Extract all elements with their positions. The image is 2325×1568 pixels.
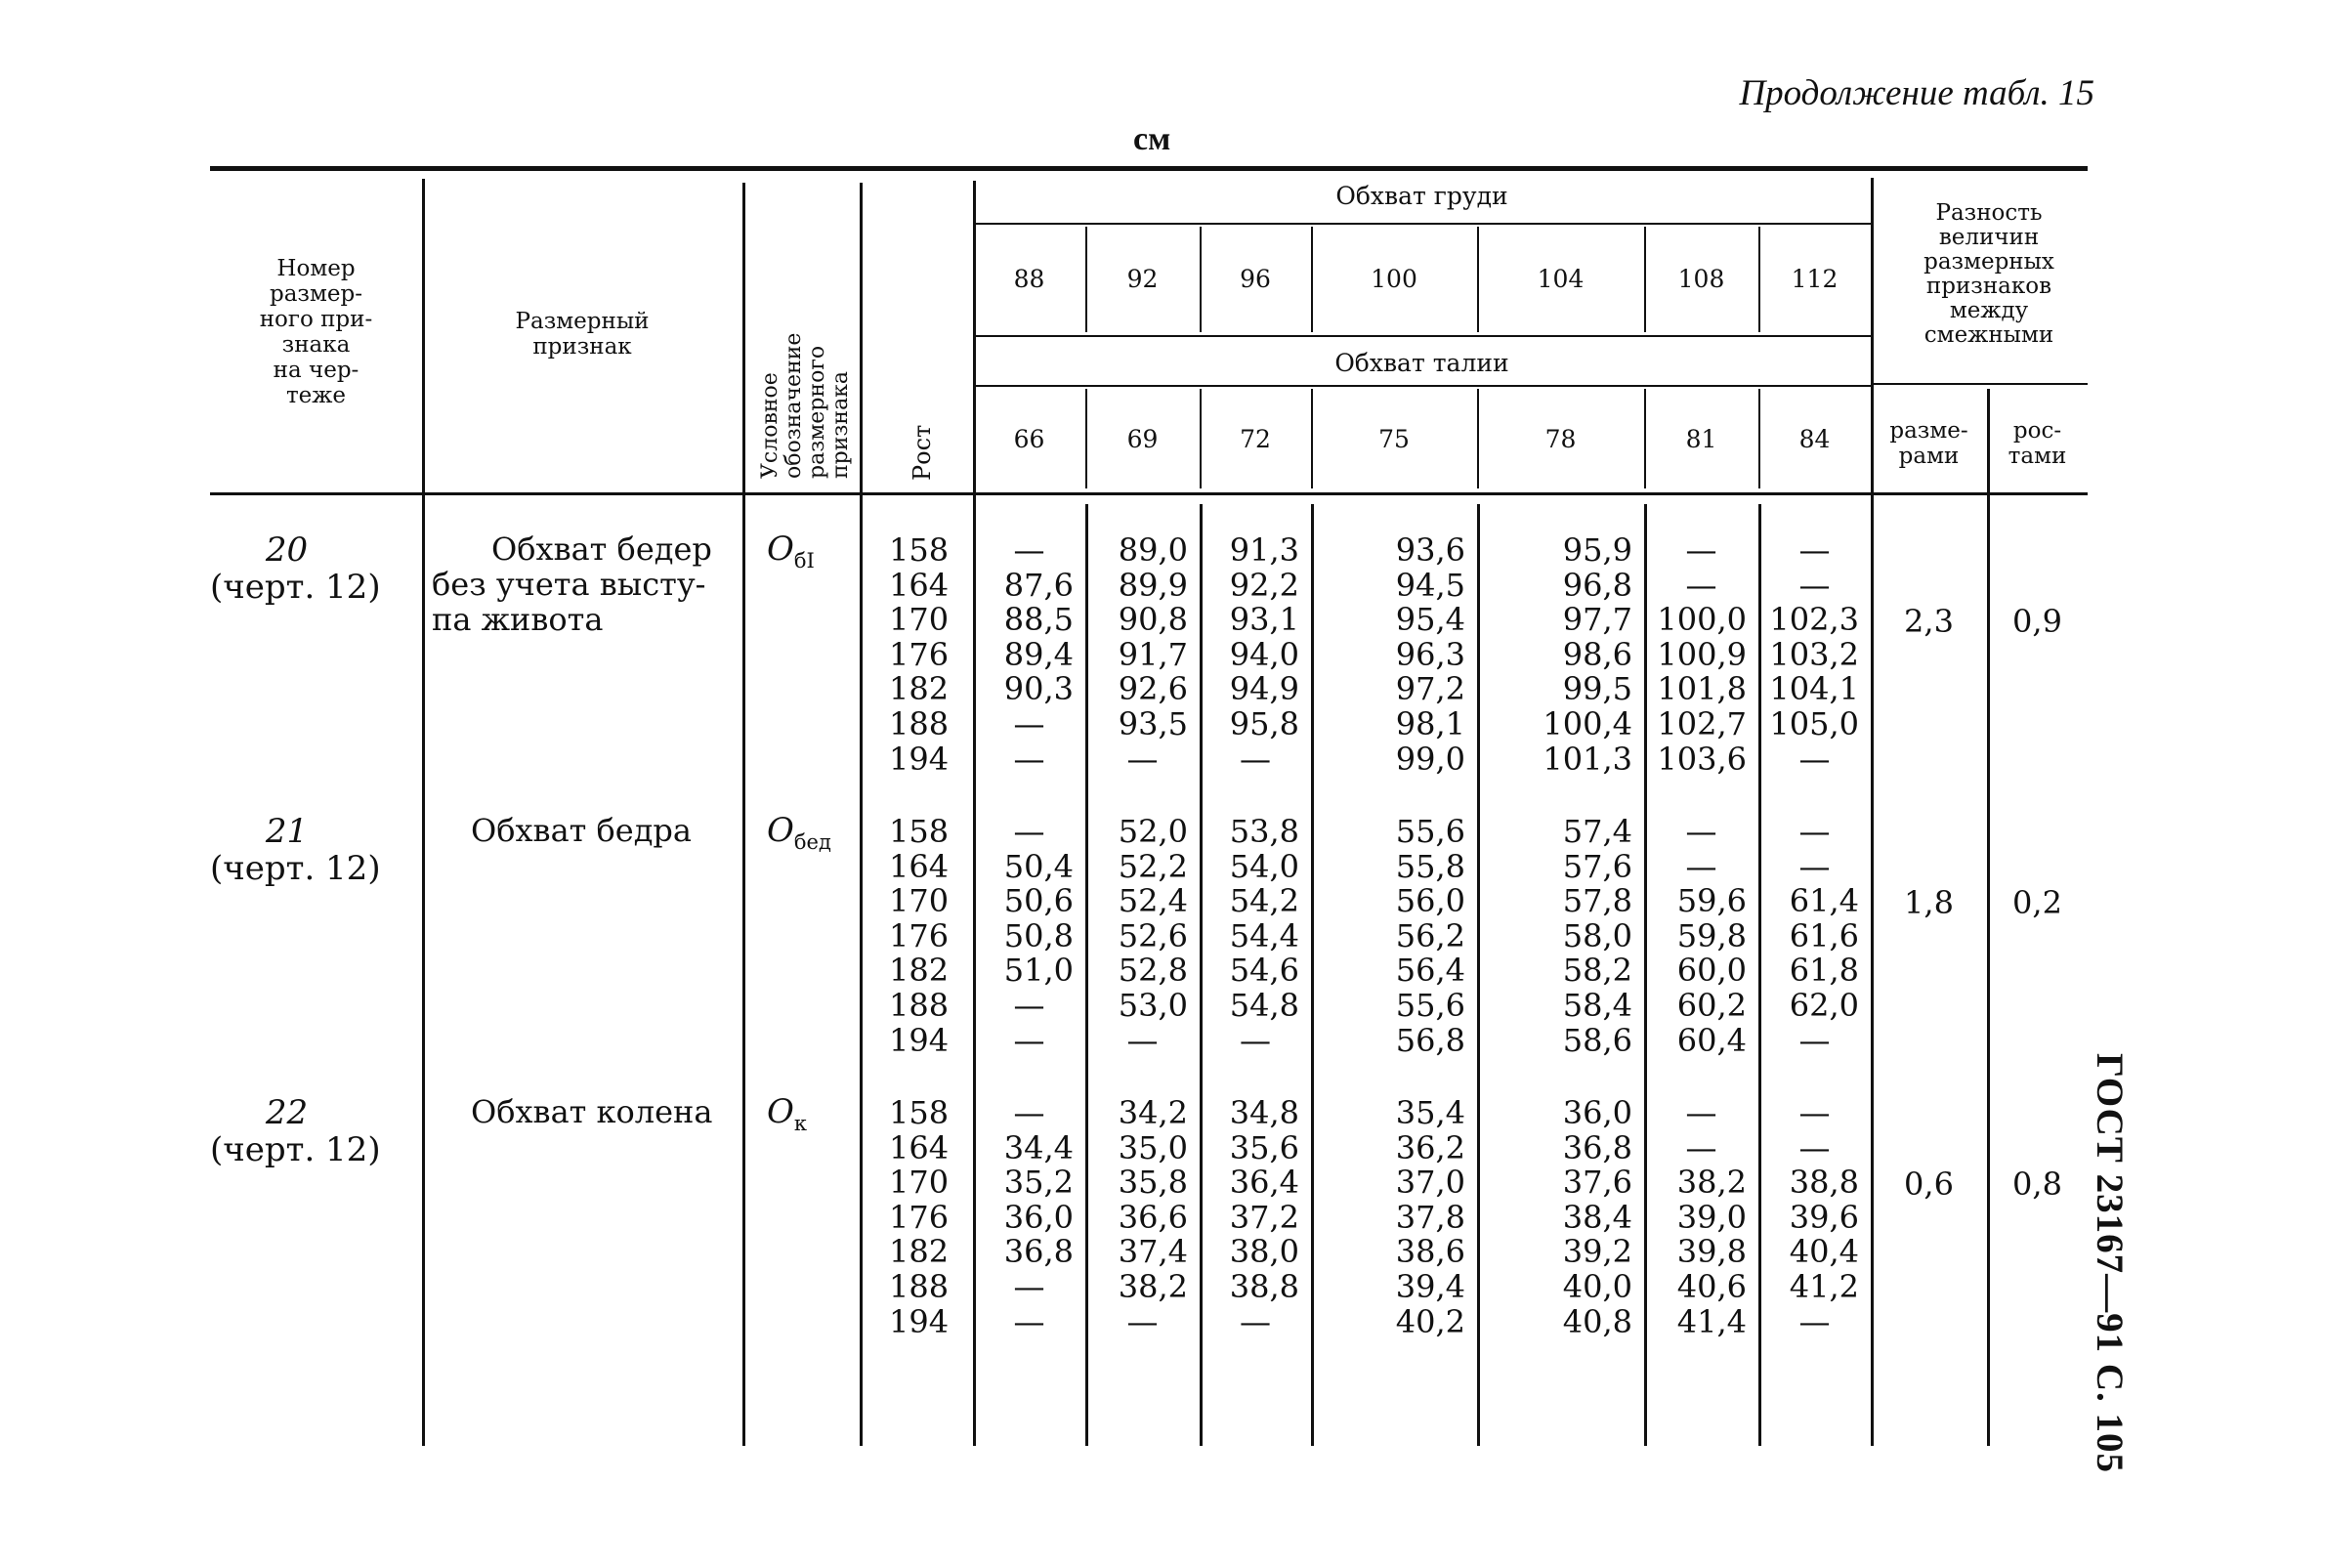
value-column bbox=[1311, 815, 1465, 1058]
header-symbol-line: обозначение bbox=[782, 332, 806, 479]
row-heights bbox=[889, 815, 948, 1058]
table-cell-value: 50,6 bbox=[1003, 882, 1074, 920]
table-cell-value: 100,0 bbox=[1657, 601, 1747, 639]
table-cell-value: 56,8 bbox=[1395, 1021, 1465, 1059]
table-cell-value: 105,0 bbox=[1769, 704, 1859, 742]
table-cell-value: 53,0 bbox=[1118, 986, 1188, 1024]
header-feature: Размерный признак bbox=[515, 309, 650, 360]
table-cell-value: 37,8 bbox=[1395, 1198, 1465, 1236]
table-cell-value: 93,1 bbox=[1229, 601, 1299, 639]
value-column bbox=[1644, 1096, 1747, 1339]
table-cell-value: 60,4 bbox=[1676, 1021, 1747, 1059]
row-diff-sizes: 0,6 bbox=[1904, 1165, 1954, 1204]
table-cell-value: 34,4 bbox=[1003, 1128, 1074, 1166]
value-column bbox=[1477, 533, 1632, 777]
col-feature-line bbox=[742, 183, 745, 1446]
table-cell-value: 89,4 bbox=[1003, 635, 1074, 673]
empty-cell-dash: — bbox=[1013, 813, 1045, 850]
table-cell-value: 41,4 bbox=[1676, 1302, 1747, 1340]
empty-cell-dash: — bbox=[1013, 740, 1045, 778]
table-cell-value: 38,0 bbox=[1229, 1233, 1299, 1271]
value-column bbox=[1477, 1096, 1632, 1339]
table-cell-value: 102,7 bbox=[1657, 704, 1747, 742]
header-symbol-line: размерного bbox=[805, 345, 829, 479]
height-value: 182 bbox=[889, 670, 950, 708]
row-heights bbox=[889, 533, 948, 777]
header-diff-heights: рос- тами bbox=[2008, 418, 2067, 469]
height-value: 194 bbox=[889, 1021, 950, 1059]
table-cell-value: 54,8 bbox=[1229, 986, 1299, 1024]
table-cell-value: 52,2 bbox=[1118, 847, 1188, 885]
row-number bbox=[210, 530, 381, 607]
table-cell-value: 91,7 bbox=[1118, 635, 1188, 673]
height-value: 194 bbox=[889, 1302, 950, 1340]
empty-cell-dash: — bbox=[1013, 531, 1045, 569]
table-cell-value: 94,0 bbox=[1229, 635, 1299, 673]
table-cell-value: 54,4 bbox=[1229, 916, 1299, 954]
table-cell-value: 60,0 bbox=[1676, 952, 1747, 990]
height-value: 158 bbox=[889, 813, 950, 850]
row-feature: Обхват бедер без учета высту- па живота bbox=[432, 530, 712, 638]
table-cell-value: 59,6 bbox=[1676, 882, 1747, 920]
header-symbol-line: Условное bbox=[758, 372, 782, 479]
empty-cell-dash: — bbox=[1798, 1302, 1831, 1340]
row-symbol: $О_к$ bbox=[767, 1092, 807, 1135]
empty-cell-dash: — bbox=[1240, 1302, 1271, 1340]
empty-cell-dash: — bbox=[1685, 566, 1717, 604]
row-number-value: 21 bbox=[265, 812, 309, 851]
value-column bbox=[973, 533, 1074, 777]
value-column bbox=[1085, 815, 1188, 1058]
height-value: 182 bbox=[889, 1233, 950, 1271]
chest-values-rule bbox=[973, 335, 1871, 337]
table-cell-value: 35,0 bbox=[1118, 1128, 1188, 1166]
table-cell-value: 55,8 bbox=[1395, 847, 1465, 885]
table-cell-value: 92,2 bbox=[1229, 566, 1299, 604]
table-cell-value: 103,2 bbox=[1769, 635, 1859, 673]
table-cell-value: 58,0 bbox=[1562, 916, 1632, 954]
waist-group-rule bbox=[973, 385, 1871, 387]
table-cell-value: 54,6 bbox=[1229, 952, 1299, 990]
empty-cell-dash: — bbox=[1798, 740, 1831, 778]
diff-group-rule bbox=[1871, 383, 2088, 385]
table-cell-value: 99,0 bbox=[1395, 740, 1465, 778]
table-cell-value: 58,6 bbox=[1562, 1021, 1632, 1059]
table-cell-value: 93,6 bbox=[1395, 531, 1465, 569]
table-cell-value: 50,4 bbox=[1003, 847, 1074, 885]
table-cell-value: 95,8 bbox=[1229, 704, 1299, 742]
table-cell-value: 100,9 bbox=[1657, 635, 1747, 673]
height-value: 170 bbox=[889, 1164, 950, 1202]
table-cell-value: 36,2 bbox=[1395, 1128, 1465, 1166]
header-diff-group: Разность величин размерных признаков между смежными bbox=[1923, 200, 2054, 348]
row-diff-sizes: 1,8 bbox=[1904, 884, 1954, 922]
empty-cell-dash: — bbox=[1013, 986, 1045, 1024]
header-waist-value: 69 bbox=[1126, 425, 1159, 453]
table-cell-value: 97,7 bbox=[1562, 601, 1632, 639]
value-column bbox=[1644, 533, 1747, 777]
table-cell-value: 96,3 bbox=[1395, 635, 1465, 673]
header-chest-value: 112 bbox=[1791, 265, 1839, 293]
empty-cell-dash: — bbox=[1685, 847, 1717, 885]
row-feature: Обхват бедра bbox=[471, 812, 692, 849]
empty-cell-dash: — bbox=[1126, 740, 1159, 778]
value-column bbox=[1200, 815, 1299, 1058]
table-cell-value: 100,4 bbox=[1543, 704, 1632, 742]
table-cell-value: 90,8 bbox=[1118, 601, 1188, 639]
table-cell-value: 34,8 bbox=[1229, 1094, 1299, 1131]
empty-cell-dash: — bbox=[1013, 1267, 1045, 1305]
table-cell-value: 94,5 bbox=[1395, 566, 1465, 604]
empty-cell-dash: — bbox=[1798, 566, 1831, 604]
table-cell-value: 50,8 bbox=[1003, 916, 1074, 954]
chest-group-rule bbox=[973, 223, 1871, 225]
empty-cell-dash: — bbox=[1685, 813, 1717, 850]
table-cell-value: 40,6 bbox=[1676, 1267, 1747, 1305]
empty-cell-dash: — bbox=[1126, 1302, 1159, 1340]
height-value: 188 bbox=[889, 704, 950, 742]
table-cell-value: 37,0 bbox=[1395, 1164, 1465, 1202]
header-waist-value: 81 bbox=[1685, 425, 1717, 453]
table-cell-value: 37,4 bbox=[1118, 1233, 1188, 1271]
table-cell-value: 99,5 bbox=[1562, 670, 1632, 708]
table-cell-value: 36,8 bbox=[1003, 1233, 1074, 1271]
value-column bbox=[1758, 533, 1859, 777]
table-cell-value: 56,4 bbox=[1395, 952, 1465, 990]
header-chest-value: 100 bbox=[1371, 265, 1417, 293]
empty-cell-dash: — bbox=[1685, 1128, 1717, 1166]
table-cell-value: 52,4 bbox=[1118, 882, 1188, 920]
row-heights bbox=[889, 1096, 948, 1339]
table-cell-value: 57,4 bbox=[1562, 813, 1632, 850]
header-chest-value: 92 bbox=[1126, 265, 1159, 293]
height-value: 182 bbox=[889, 952, 950, 990]
table-cell-value: 38,2 bbox=[1118, 1267, 1188, 1305]
table-cell-value: 38,6 bbox=[1395, 1233, 1465, 1271]
header-waist-value: 72 bbox=[1240, 425, 1271, 453]
table-cell-value: 35,8 bbox=[1118, 1164, 1188, 1202]
table-cell-value: 89,0 bbox=[1118, 531, 1188, 569]
row-symbol: $О_{бед}$ bbox=[767, 811, 831, 854]
table-cell-value: 38,8 bbox=[1229, 1267, 1299, 1305]
row-symbol-subscript: бI bbox=[793, 548, 815, 572]
table-cell-value: 39,8 bbox=[1676, 1233, 1747, 1271]
empty-cell-dash: — bbox=[1240, 740, 1271, 778]
table-cell-value: 39,0 bbox=[1676, 1198, 1747, 1236]
table-cell-value: 95,9 bbox=[1562, 531, 1632, 569]
empty-cell-dash: — bbox=[1798, 847, 1831, 885]
table-cell-value: 87,6 bbox=[1003, 566, 1074, 604]
table-cell-value: 94,9 bbox=[1229, 670, 1299, 708]
table-cell-value: 34,2 bbox=[1118, 1094, 1188, 1131]
row-diff-heights: 0,9 bbox=[2012, 603, 2062, 641]
row-feature: Обхват колена bbox=[471, 1093, 713, 1130]
table-cell-value: 101,3 bbox=[1543, 740, 1632, 778]
table-cell-value: 35,4 bbox=[1395, 1094, 1465, 1131]
height-value: 188 bbox=[889, 1267, 950, 1305]
value-column bbox=[973, 815, 1074, 1058]
header-symbol-line: признака bbox=[828, 370, 853, 479]
value-column bbox=[1085, 1096, 1188, 1339]
height-value: 158 bbox=[889, 531, 950, 569]
table-cell-value: 62,0 bbox=[1789, 986, 1859, 1024]
table-cell-value: 40,0 bbox=[1562, 1267, 1632, 1305]
table-cell-value: 97,2 bbox=[1395, 670, 1465, 708]
table-cell-value: 96,8 bbox=[1562, 566, 1632, 604]
table-cell-value: 40,4 bbox=[1789, 1233, 1859, 1271]
value-column bbox=[1311, 1096, 1465, 1339]
value-column bbox=[1200, 1096, 1299, 1339]
row-symbol-subscript: к bbox=[793, 1111, 807, 1135]
height-value: 170 bbox=[889, 882, 950, 920]
empty-cell-dash: — bbox=[1798, 813, 1831, 850]
row-symbol: $О_{бI}$ bbox=[767, 530, 815, 572]
table-cell-value: 61,4 bbox=[1789, 882, 1859, 920]
table-cell-value: 39,2 bbox=[1562, 1233, 1632, 1271]
row-diff-heights: 0,8 bbox=[2012, 1165, 2062, 1204]
height-value: 188 bbox=[889, 986, 950, 1024]
table-cell-value: 91,3 bbox=[1229, 531, 1299, 569]
table-cell-value: 102,3 bbox=[1769, 601, 1859, 639]
unit-label: см bbox=[1133, 121, 1171, 157]
header-waist-value: 78 bbox=[1544, 425, 1577, 453]
table-cell-value: 54,2 bbox=[1229, 882, 1299, 920]
table-cell-value: 56,0 bbox=[1395, 882, 1465, 920]
table-cell-value: 95,4 bbox=[1395, 601, 1465, 639]
header-chest-value: 96 bbox=[1240, 265, 1271, 293]
table-cell-value: 53,8 bbox=[1229, 813, 1299, 850]
table-cell-value: 38,4 bbox=[1562, 1198, 1632, 1236]
empty-cell-dash: — bbox=[1798, 1128, 1831, 1166]
value-column bbox=[1644, 815, 1747, 1058]
value-column bbox=[973, 1096, 1074, 1339]
table-cell-value: 39,6 bbox=[1789, 1198, 1859, 1236]
table-cell-value: 57,6 bbox=[1562, 847, 1632, 885]
header-diff-sizes: разме- рами bbox=[1889, 418, 1968, 469]
row-number-value: 22 bbox=[265, 1093, 309, 1132]
header-number: Номер размер- ного при- знака на чер- теже bbox=[259, 256, 373, 408]
table-cell-value: 98,1 bbox=[1395, 704, 1465, 742]
empty-cell-dash: — bbox=[1013, 1094, 1045, 1131]
empty-cell-dash: — bbox=[1685, 531, 1717, 569]
header-chest-value: 104 bbox=[1537, 265, 1585, 293]
table-cell-value: 55,6 bbox=[1395, 813, 1465, 850]
table-cell-value: 104,1 bbox=[1769, 670, 1859, 708]
table-cell-value: 88,5 bbox=[1003, 601, 1074, 639]
table-cell-value: 103,6 bbox=[1657, 740, 1747, 778]
header-waist-value: 75 bbox=[1378, 425, 1410, 453]
table-cell-value: 90,3 bbox=[1003, 670, 1074, 708]
table-cell-value: 38,2 bbox=[1676, 1164, 1747, 1202]
table-cell-value: 35,2 bbox=[1003, 1164, 1074, 1202]
table-cell-value: 36,0 bbox=[1003, 1198, 1074, 1236]
value-column bbox=[1200, 533, 1299, 777]
header-waist-group: Обхват талии bbox=[1334, 349, 1509, 377]
header-waist-value: 84 bbox=[1798, 425, 1831, 453]
page-side-label: ГОСТ 23167—91 С. 105 bbox=[2089, 1053, 2131, 1473]
height-value: 170 bbox=[889, 601, 950, 639]
header-waist-value: 66 bbox=[1013, 425, 1045, 453]
height-value: 158 bbox=[889, 1094, 950, 1131]
table-cell-value: 52,6 bbox=[1118, 916, 1188, 954]
table-cell-value: 40,2 bbox=[1395, 1302, 1465, 1340]
header-bottom-rule bbox=[210, 492, 2088, 495]
table-cell-value: 37,2 bbox=[1229, 1198, 1299, 1236]
empty-cell-dash: — bbox=[1685, 1094, 1717, 1131]
empty-cell-dash: — bbox=[1240, 1021, 1271, 1059]
table-cell-value: 92,6 bbox=[1118, 670, 1188, 708]
height-value: 176 bbox=[889, 916, 950, 954]
table-cell-value: 101,8 bbox=[1657, 670, 1747, 708]
table-cell-value: 36,6 bbox=[1118, 1198, 1188, 1236]
row-number-value: 20 bbox=[265, 530, 309, 570]
empty-cell-dash: — bbox=[1013, 1302, 1045, 1340]
empty-cell-dash: — bbox=[1798, 1094, 1831, 1131]
value-column bbox=[1758, 1096, 1859, 1339]
table-cell-value: 93,5 bbox=[1118, 704, 1188, 742]
table-cell-value: 38,8 bbox=[1789, 1164, 1859, 1202]
height-value: 194 bbox=[889, 740, 950, 778]
header-chest-value: 88 bbox=[1013, 265, 1045, 293]
value-column bbox=[1085, 533, 1188, 777]
row-drawing-ref: (черт. 12) bbox=[210, 568, 381, 607]
header-height: Рост bbox=[909, 424, 936, 481]
table-cell-value: 60,2 bbox=[1676, 986, 1747, 1024]
table-cell-value: 36,8 bbox=[1562, 1128, 1632, 1166]
row-number bbox=[210, 812, 381, 888]
table-top-rule bbox=[210, 166, 2088, 171]
empty-cell-dash: — bbox=[1013, 704, 1045, 742]
empty-cell-dash: — bbox=[1798, 531, 1831, 569]
row-drawing-ref: (черт. 12) bbox=[210, 1130, 381, 1169]
height-value: 176 bbox=[889, 1198, 950, 1236]
table-cell-value: 52,0 bbox=[1118, 813, 1188, 850]
col-diff-line bbox=[1871, 178, 1874, 1446]
table-cell-value: 52,8 bbox=[1118, 952, 1188, 990]
row-number bbox=[210, 1093, 381, 1169]
table-cell-value: 36,0 bbox=[1562, 1094, 1632, 1131]
table-cell-value: 37,6 bbox=[1562, 1164, 1632, 1202]
header-chest-value: 108 bbox=[1677, 265, 1725, 293]
row-diff-sizes: 2,3 bbox=[1904, 603, 1954, 641]
value-column bbox=[1758, 815, 1859, 1058]
header-chest-group: Обхват груди bbox=[1335, 182, 1508, 210]
row-symbol-subscript: бед bbox=[793, 829, 831, 854]
value-column bbox=[1311, 533, 1465, 777]
col-number-line bbox=[422, 179, 425, 1446]
height-value: 164 bbox=[889, 566, 950, 604]
row-drawing-ref: (черт. 12) bbox=[210, 849, 381, 888]
row-diff-heights: 0,2 bbox=[2012, 884, 2062, 922]
table-cell-value: 58,2 bbox=[1562, 952, 1632, 990]
table-cell-value: 40,8 bbox=[1562, 1302, 1632, 1340]
table-cell-value: 36,4 bbox=[1229, 1164, 1299, 1202]
table-cell-value: 56,2 bbox=[1395, 916, 1465, 954]
table-cell-value: 35,6 bbox=[1229, 1128, 1299, 1166]
height-value: 164 bbox=[889, 847, 950, 885]
table-cell-value: 41,2 bbox=[1789, 1267, 1859, 1305]
table-cell-value: 61,8 bbox=[1789, 952, 1859, 990]
table-cell-value: 58,4 bbox=[1562, 986, 1632, 1024]
height-value: 176 bbox=[889, 635, 950, 673]
table-cell-value: 51,0 bbox=[1003, 952, 1074, 990]
col-symbol-line bbox=[860, 183, 863, 1446]
empty-cell-dash: — bbox=[1798, 1021, 1831, 1059]
table-cell-value: 55,6 bbox=[1395, 986, 1465, 1024]
table-cell-value: 54,0 bbox=[1229, 847, 1299, 885]
table-cell-value: 59,8 bbox=[1676, 916, 1747, 954]
empty-cell-dash: — bbox=[1013, 1021, 1045, 1059]
value-column bbox=[1477, 815, 1632, 1058]
table-cell-value: 39,4 bbox=[1395, 1267, 1465, 1305]
table-cell-value: 89,9 bbox=[1118, 566, 1188, 604]
empty-cell-dash: — bbox=[1126, 1021, 1159, 1059]
table-cell-value: 98,6 bbox=[1562, 635, 1632, 673]
table-caption: Продолжение табл. 15 bbox=[1739, 73, 2094, 113]
table-cell-value: 61,6 bbox=[1789, 916, 1859, 954]
height-value: 164 bbox=[889, 1128, 950, 1166]
table-cell-value: 57,8 bbox=[1562, 882, 1632, 920]
